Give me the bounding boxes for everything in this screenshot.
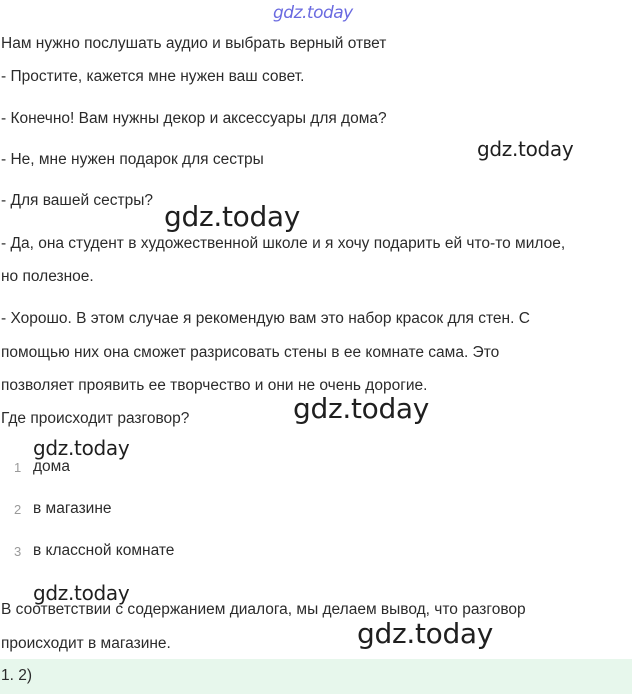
dialogue-line: - Для вашей сестры? [1, 192, 154, 209]
option-text: дома [33, 458, 70, 475]
dialogue-line: позволяет проявить ее творчество и они не очень дорогие. [1, 377, 428, 394]
option-number: 2 [14, 502, 22, 517]
answer-bar [0, 659, 632, 694]
task-instruction: Нам нужно послушать аудио и выбрать верный ответ [1, 35, 387, 52]
option-text: в магазине [33, 500, 112, 517]
option-number: 1 [14, 460, 22, 475]
dialogue-line: - Хорошо. В этом случае я рекомендую вам это набор красок для стен. С [1, 310, 530, 327]
watermark: gdz.today [33, 436, 130, 460]
option-number: 3 [14, 544, 22, 559]
answer-text: 1. 2) [1, 667, 33, 684]
watermark: gdz.today [33, 581, 130, 605]
dialogue-line: - Простите, кажется мне нужен ваш совет. [1, 68, 305, 85]
dialogue-line: - Конечно! Вам нужны декор и аксессуары для дома? [1, 110, 387, 127]
dialogue-line: помощью них она сможет разрисовать стены в ее комнате сама. Это [1, 344, 500, 361]
conclusion-line: происходит в магазине. [1, 635, 171, 652]
question: Где происходит разговор? [1, 410, 190, 427]
dialogue-line: - Да, она студент в художественной школе и я хочу подарить ей что-то милое, [1, 235, 566, 252]
option-text: в классной комнате [33, 542, 175, 559]
dialogue-line: - Не, мне нужен подарок для сестры [1, 151, 264, 168]
watermark: gdz.today [357, 617, 494, 650]
watermark: gdz.today [477, 137, 574, 161]
watermark: gdz.today [293, 392, 430, 425]
conclusion-line: В соответствии с содержанием диалога, мы делаем вывод, что разговор [1, 601, 526, 618]
watermark-top: gdz.today [273, 3, 353, 23]
watermark: gdz.today [164, 200, 301, 233]
dialogue-line: но полезное. [1, 268, 94, 285]
